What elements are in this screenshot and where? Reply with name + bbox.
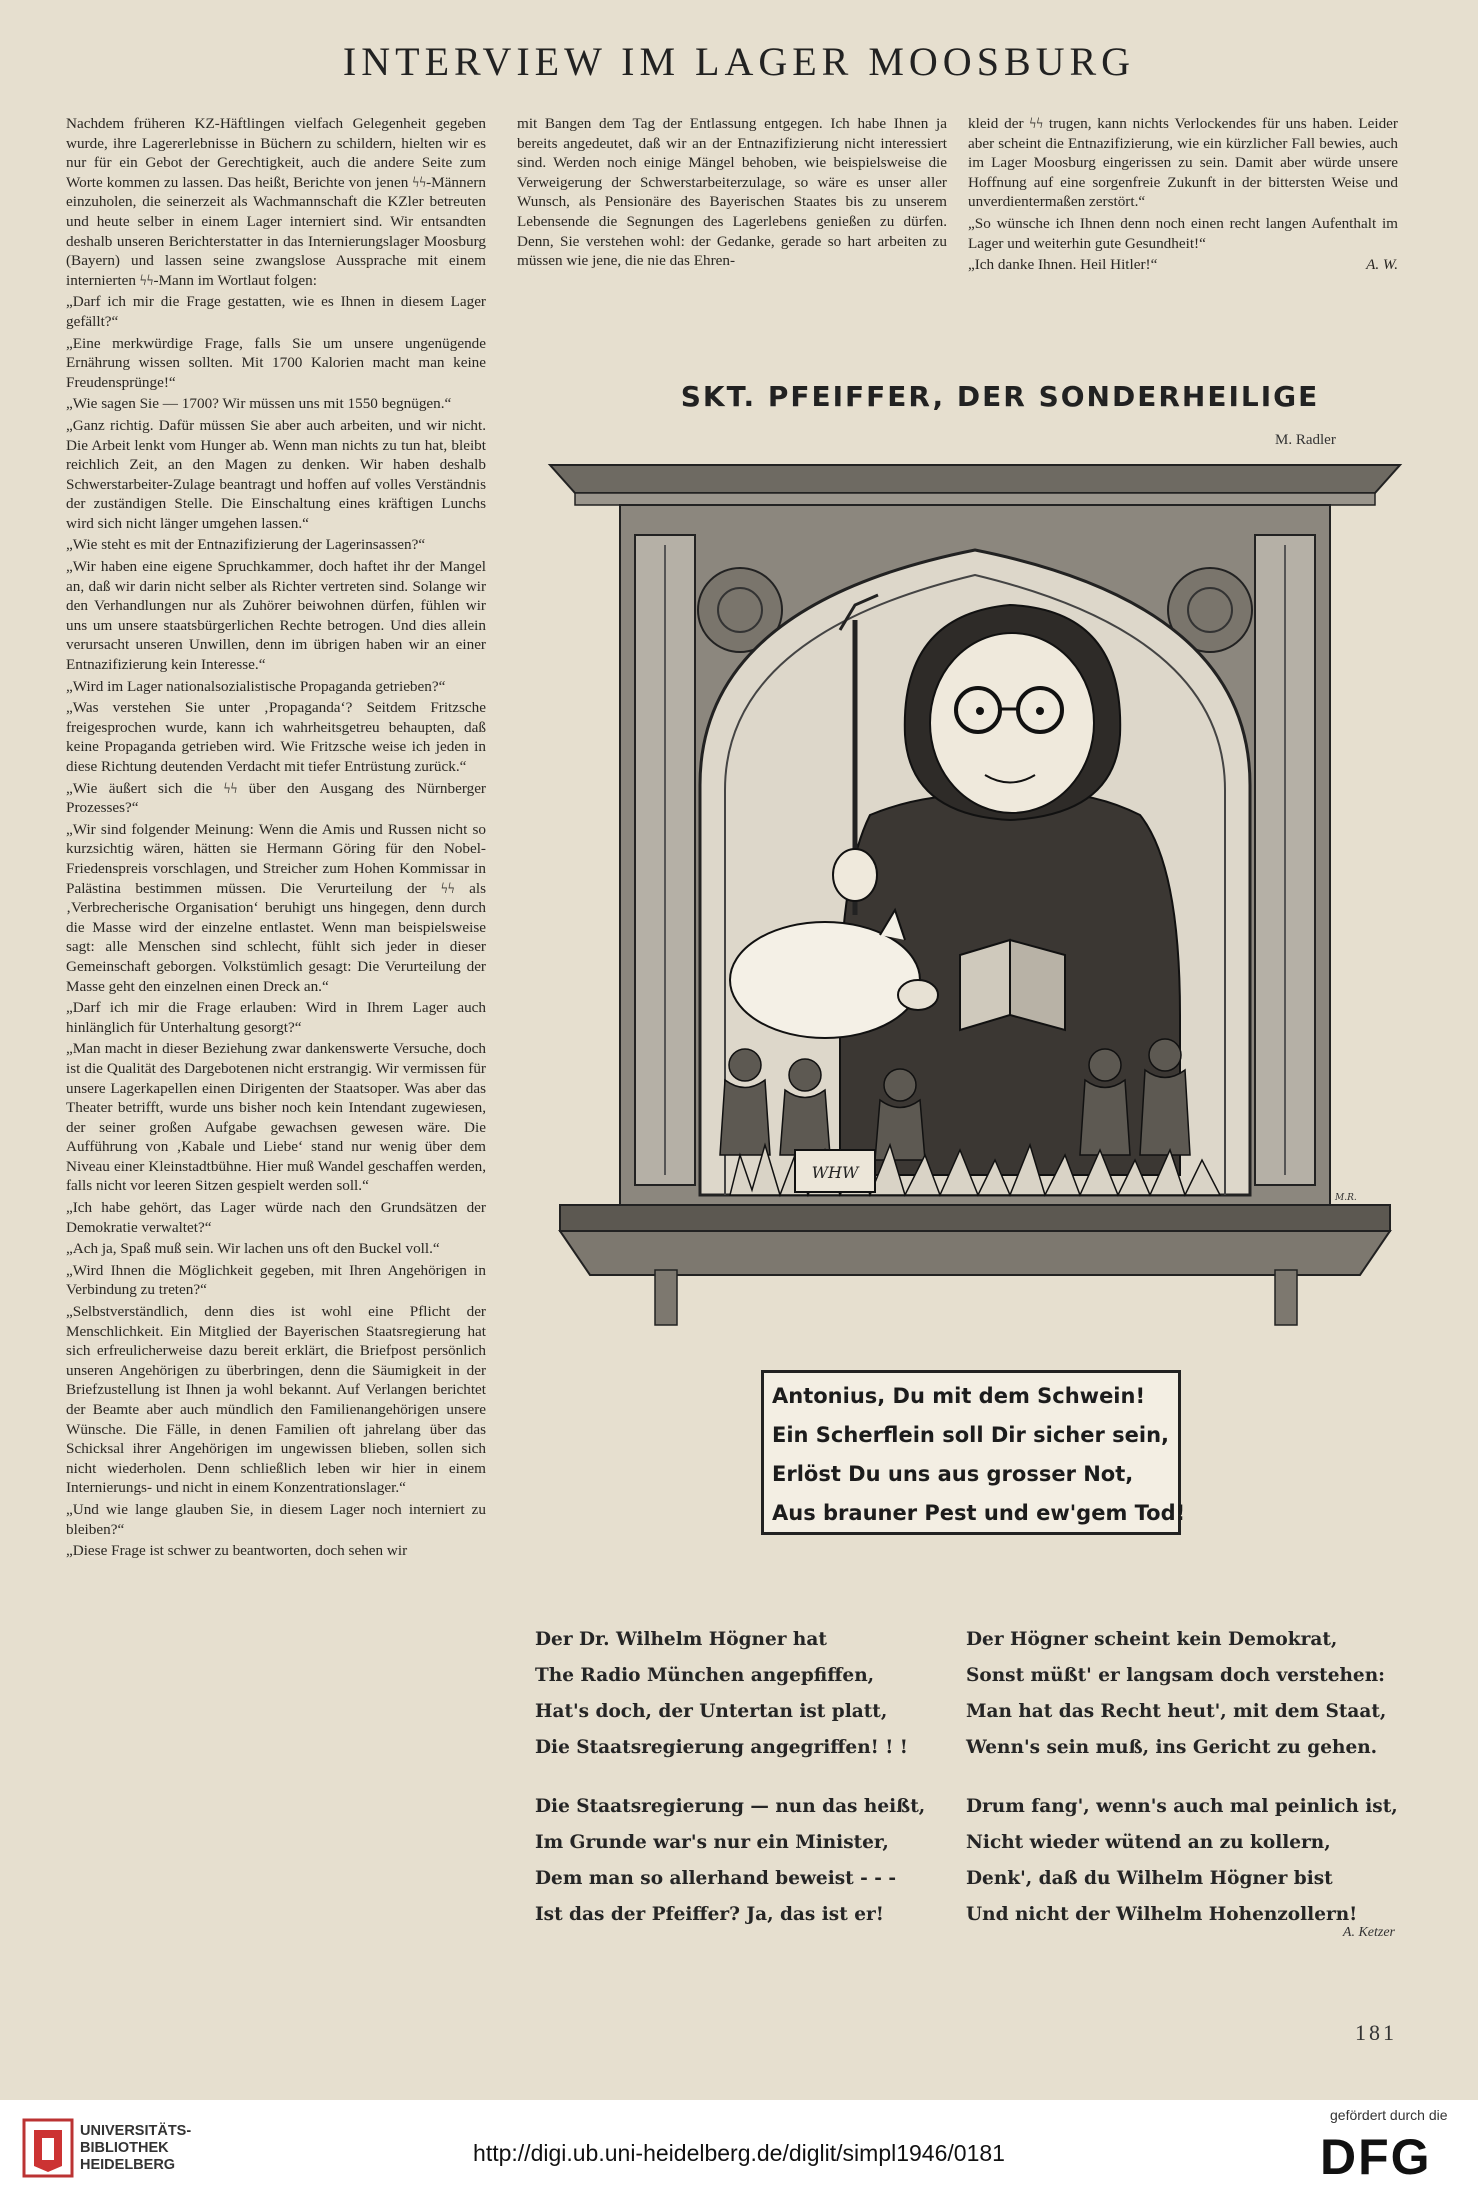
university-name: UNIVERSITÄTS- BIBLIOTHEK HEIDELBERG [80,2123,192,2173]
stanza [535,1622,955,1766]
stanza [535,1789,955,1933]
verse-line: Sonst müßt' er langsam doch verstehen: [966,1665,1385,1686]
verse-line: Dem man so allerhand beweist - - - [535,1868,897,1889]
verse-line: Nicht wieder wütend an zu kollern, [966,1832,1331,1853]
shrine-cornice [575,493,1375,505]
verse-line: The Radio München angepfiffen, [535,1665,875,1686]
paragraph: „Wird Ihnen die Möglichkeit gegeben, mit Ihren Angehörigen in Verbindung zu treten?“ [66,1261,486,1299]
shrine-base [560,1231,1390,1275]
closing-line: „Ich danke Ihnen. Heil Hitler!“ [968,256,1158,274]
paragraph: „So wünsche ich Ihnen denn noch einen recht langen Aufenthalt im Lager und weiterhin gute Gesundheit!“ [968,214,1398,252]
hand-icon [833,849,877,901]
paragraph [968,255,1398,275]
verse-line: Der Högner scheint kein Demokrat, [966,1629,1338,1650]
dfg-logo: DFG [1320,2129,1432,2185]
paragraph: Nachdem früheren KZ-Häftlingen vielfach Gelegenheit gegeben wurde, ihre Lagererlebnisse in Büchern zu schildern, hielten wir es nur für ein Gebot der Gerechtigkeit, auch die andere Seite zum Worte kommen zu lassen. Das heißt, Berichte von jenen ϟϟ-Männern einzuholen, die seinerzeit als Wachmannschaft die KZler betreuten und heute selber in einem Lager interniert sind. Wir entsandten deshalb unseren Berichterstatter in das Internierungslager Moosburg (Bayern) und lassen seine zwangslose Aussprache mit einem internierten ϟϟ-Mann im Wortlaut folgen: [66,115,486,289]
article-author: A. W. [1366,256,1398,274]
paragraph: „Was verstehen Sie unter ‚Propaganda‘? Seitdem Fritzsche freigesprochen wurde, kann ich wahrheitsgetreu behaupten, daß keine Propaganda getrieben wird. Wie Fritzsche weise ich jeden in diese Richtung deutenden Verdacht mit tiefer Entrüstung zurück.“ [66,699,486,775]
poem-author: A. Ketzer [1342,1925,1395,1940]
verse-line: Wenn's sein muß, ins Gericht zu gehen. [966,1737,1378,1758]
paragraph: „Darf ich mir die Frage erlauben: Wird in Ihrem Lager auch hinlänglich für Unterhaltung gesorgt?“ [66,999,486,1036]
funding-note: gefördert durch die [1330,2107,1448,2123]
verse-line: Und nicht der Wilhelm Hohenzollern! [966,1904,1358,1925]
paragraph: „Wir sind folgender Meinung: Wenn die Amis und Russen nicht so kurzsichtig wären, hätten sie Hermann Göring für den Nobel-Friedenspreis vorschlagen, und Streicher zum Hohen Kommissar in Palästina bestimmen müssen. Die Verurteilung der ϟϟ als ‚Verbrecherische Organisation‘ beruhigt uns hingegen, denn durch die Masse wird der einzelne entlastet. Wenn man beispielsweise sagt: alle Menschen sind schlecht, fühlt sich jeder in dieser Gemeinschaft geborgen. Volkstümlich gesagt: Die Verurteilung der Masse geht den einzelnen einen Dreck an.“ [66,820,486,995]
plaque-line: Antonius, Du mit dem Schwein! [772,1384,1146,1408]
page-number: 181 [1355,2020,1397,2045]
artist-monogram: M.R. [1335,1193,1357,1203]
paragraph: mit Bangen dem Tag der Entlassung entgegen. Ich habe Ihnen ja bereits angedeutet, daß wir an der Entnazifizierung nicht interessiert sind. Werden noch einige Mängel behoben, wie beispielsweise die Verweigerung der Schwerstarbeiterzulage, so wäre es unser aller Wunsch, als Pensionäre des Bayerischen Staates bis zu unserem Lebensende die Segnungen des Lagerlebens genießen zu dürfen. Denn, Sie verstehen wohl: der Gedanke, gerade so hart arbeiten zu müssen wie jene, die nie das Ehren- [517,115,947,270]
monk-face [930,633,1094,813]
paragraph: „Selbstverständlich, denn dies ist wohl eine Pflicht der Menschlichkeit. Ein Mitglied der Bayerischen Staatsregierung hat sich erfreulicherweise dazu bereit erklärt, die Briefpost persönlich unseren Angehörigen zu überbringen, denn die Säumigkeit in der Briefzustellung ist Ihnen ja wohl bekannt. Auf Verlangen berichtet der Beamte aber auch mündlich den Familienangehörigen unsere Wünsche. Die Fälle, in denen Familien oft jahrelang über das Schicksal ihrer Angehörigen im ungewissen blieben, sollen sich nicht wiederholen. Denn schließlich leben wir hier in einem Internierungs- und nicht in einem Konzentrationslager.“ [66,1303,486,1497]
book-icon [960,940,1010,1030]
paragraph: „Diese Frage ist schwer zu beantworten, doch sehen wir [66,1542,408,1560]
verse-line: Die Staatsregierung — nun das heißt, [535,1796,926,1817]
poem-column-left [535,1622,955,1956]
verse-line: Im Grunde war's nur ein Minister, [535,1832,889,1853]
paragraph: „Man macht in dieser Beziehung zwar dankenswerte Versuche, doch ist die Qualität des Dargebotenen nicht erstrangig. Wir vermissen für unsere Lagerkapellen einen Dirigenten der Staatsoper. Was aber das Theater betrifft, wurde uns bisher noch kein Intendant zugewiesen, der seiner großen Aufgabe gewachsen gewesen wäre. Die Aufführung von ‚Kabale und Liebe‘ stand nur wenig über dem Niveau einer Kleinstadtbühne. Hier muß Wandel geschaffen werden, falls nicht vor leeren Sitzen gespielt werden soll.“ [66,1040,486,1195]
article-column-2 [517,114,947,314]
article-column-3 [968,114,1398,314]
verse-line: Drum fang', wenn's auch mal peinlich ist, [966,1796,1398,1817]
paragraph: „Ganz richtig. Dafür müssen Sie aber auch arbeiten, und wir nicht. Die Arbeit lenkt vom Hunger ab. Wenn man nichts zu tun hat, bleibt reichlich Zeit, an den Magen zu denken. Wir haben deshalb Schwerstarbeiter-Zulage beantragt und hoffen auf volles Verständnis der zuständigen Stelle. Die Einschaltung eines kräftigen Lunchs wird sich nicht länger umgehen lassen.“ [66,416,486,532]
source-url-link[interactable]: http://digi.ub.uni-heidelberg.de/diglit/simpl1946/0181 [473,2140,1005,2166]
stanza [966,1622,1406,1766]
verse-line: Ist das der Pfeiffer? Ja, das ist er! [535,1904,884,1925]
plaque-line: Erlöst Du uns aus grosser Not, [772,1462,1134,1486]
paragraph: „Ach ja, Spaß muß sein. Wir lachen uns oft den Buckel voll.“ [66,1240,440,1258]
shrine-roof [550,465,1400,493]
paragraph: „Wir haben eine eigene Spruchkammer, doch haftet ihr der Mangel an, daß wir darin nicht selber als Richter vertreten sind. Solange wir den Verhandlungen nur als Zuhörer beiwohnen dürfen, fühlen wir uns um unsere staatsbürgerlichen Rechte betrogen. Und dies allein verursacht unseren Unwillen, denn im übrigen haben wir an einer Entnazifizierung kein Interesse.“ [66,558,486,674]
paragraph: „Wie äußert sich die ϟϟ über den Ausgang des Nürnberger Prozesses?“ [66,779,486,817]
paragraph: „Eine merkwürdige Frage, falls Sie um unsere ungenügende Ernährung wissen sollten. Mit 1700 Kalorien macht man keine Freudensprünge!“ [66,334,486,391]
paragraph: „Wird im Lager nationalsozialistische Propaganda getrieben?“ [66,677,446,695]
verse-line: Denk', daß du Wilhelm Högner bist [966,1868,1333,1889]
verse-line: Man hat das Recht heut', mit dem Staat, [966,1701,1387,1722]
right-bracket [1275,1270,1297,1325]
plaque-line: Ein Scherflein soll Dir sicher sein, [772,1423,1170,1447]
paragraph: „Und wie lange glauben Sie, in diesem Lager noch interniert zu bleiben?“ [66,1500,486,1538]
stanza [966,1789,1406,1933]
paragraph: „Darf ich mir die Frage gestatten, wie es Ihnen in diesem Lager gefällt?“ [66,293,486,330]
article-column-1 [66,114,486,1999]
poem-column-right [966,1622,1406,1956]
plaque [761,1370,1186,1535]
pig-icon [730,922,920,1038]
paragraph: „Wie steht es mit der Entnazifizierung der Lagerinsassen?“ [66,536,426,554]
article-title: INTERVIEW IM LAGER MOOSBURG [342,39,1136,84]
verse-line: Die Staatsregierung angegriffen! ! ! [535,1737,908,1758]
verse-line: Hat's doch, der Untertan ist platt, [535,1701,888,1722]
cartoon-artist: M. Radler [1275,432,1336,448]
paragraph: „Wie sagen Sie — 1700? Wir müssen uns mit 1550 begnügen.“ [66,395,452,413]
plaque-line: Aus brauner Pest und ew'gem Tod! [772,1501,1186,1525]
whw-label: WHW [811,1163,859,1182]
cartoon-title: SKT. PFEIFFER, DER SONDERHEILIGE [680,380,1320,413]
paragraph: „Ich habe gehört, das Lager würde nach den Grundsätzen der Demokratie verwaltet?“ [66,1199,486,1236]
paragraph: kleid der ϟϟ trugen, kann nichts Verlockendes für uns haben. Leider aber scheint die Entnazifizierung, wie ein kürzlicher Fall bewies, auch im Lager Moosburg eingerissen zu sein. Damit aber würde unsere Hoffnung auf eine sorgenfreie Zukunft in der bittersten Weise und unverdientermaßen zerstört.“ [968,115,1398,211]
verse-line: Der Dr. Wilhelm Högner hat [535,1629,827,1650]
left-bracket [655,1270,677,1325]
shrine-ledge [560,1205,1390,1231]
